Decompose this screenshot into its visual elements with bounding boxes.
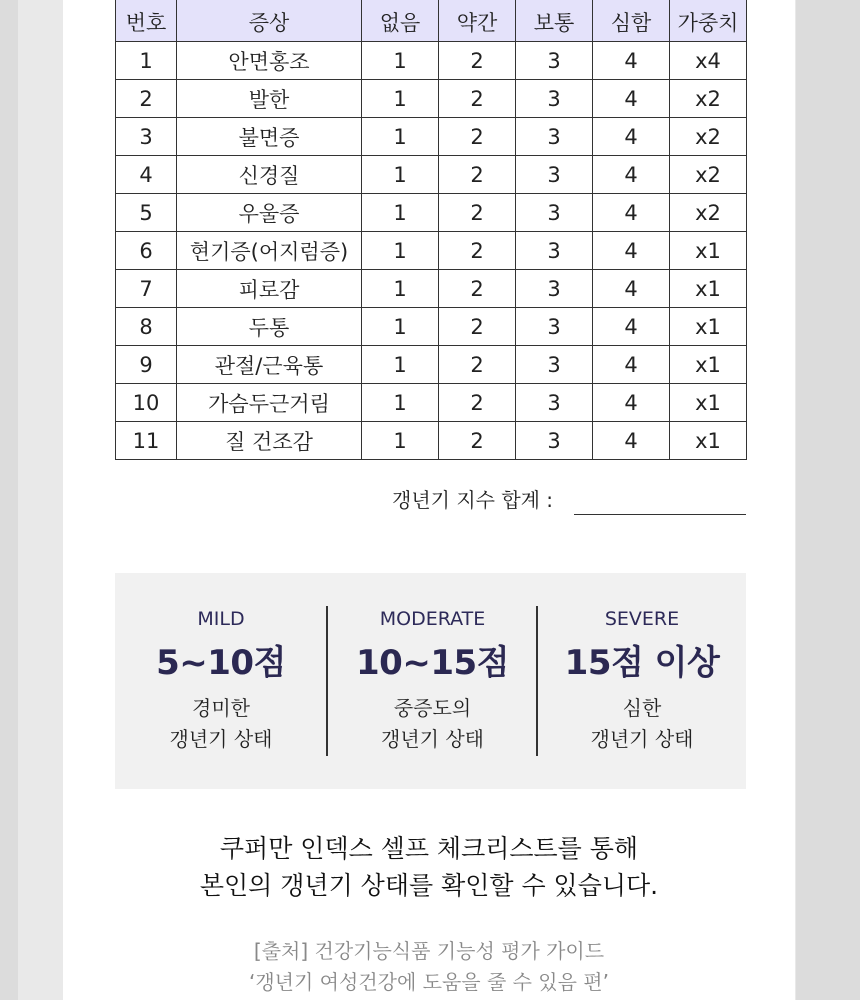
table-row — [116, 118, 747, 156]
row-number: 1 — [116, 42, 177, 80]
scale-range: 15점 이상 — [564, 643, 720, 683]
scale-desc-line2: 갱년기 상태 — [590, 727, 694, 751]
row-level-mild: 2 — [439, 42, 516, 80]
row-level-none: 1 — [362, 422, 439, 460]
row-level-mild: 2 — [439, 270, 516, 308]
row-level-none: 1 — [362, 118, 439, 156]
row-level-none: 1 — [362, 80, 439, 118]
table-header-row — [116, 0, 747, 42]
row-weight: x1 — [670, 384, 747, 422]
kupperman-index-table — [115, 0, 747, 460]
row-symptom: 관절/근육통 — [177, 346, 362, 384]
scale-mild — [115, 573, 327, 789]
table-row — [116, 270, 747, 308]
header-mild: 약간 — [439, 0, 516, 42]
row-level-severe: 4 — [593, 194, 670, 232]
row-level-normal: 3 — [516, 156, 593, 194]
row-level-severe: 4 — [593, 270, 670, 308]
row-level-none: 1 — [362, 384, 439, 422]
row-level-mild: 2 — [439, 384, 516, 422]
header-none: 없음 — [362, 0, 439, 42]
row-level-normal: 3 — [516, 270, 593, 308]
row-level-none: 1 — [362, 232, 439, 270]
table-row — [116, 422, 747, 460]
row-symptom: 신경질 — [177, 156, 362, 194]
summary-line1: 쿠퍼만 인덱스 셀프 체크리스트를 통해 — [219, 834, 639, 863]
scale-desc-line1: 심한 — [622, 696, 662, 720]
row-level-none: 1 — [362, 308, 439, 346]
row-level-normal: 3 — [516, 346, 593, 384]
row-symptom: 안면홍조 — [177, 42, 362, 80]
row-level-mild: 2 — [439, 118, 516, 156]
scale-description — [115, 693, 327, 755]
table-row — [116, 42, 747, 80]
row-weight: x1 — [670, 346, 747, 384]
row-symptom: 질 건조감 — [177, 422, 362, 460]
table-row — [116, 232, 747, 270]
row-level-none: 1 — [362, 270, 439, 308]
table-row — [116, 80, 747, 118]
scale-desc-line2: 갱년기 상태 — [169, 727, 273, 751]
row-number: 9 — [116, 346, 177, 384]
row-weight: x2 — [670, 156, 747, 194]
row-number: 8 — [116, 308, 177, 346]
row-number: 7 — [116, 270, 177, 308]
row-symptom: 불면증 — [177, 118, 362, 156]
scale-range: 5~10점 — [156, 643, 286, 683]
table-row — [116, 156, 747, 194]
row-number: 6 — [116, 232, 177, 270]
row-number: 4 — [116, 156, 177, 194]
scale-tag: MILD — [197, 608, 245, 630]
row-number: 2 — [116, 80, 177, 118]
header-severe: 심함 — [593, 0, 670, 42]
row-level-severe: 4 — [593, 156, 670, 194]
row-level-normal: 3 — [516, 232, 593, 270]
row-level-none: 1 — [362, 194, 439, 232]
row-level-mild: 2 — [439, 194, 516, 232]
row-weight: x1 — [670, 422, 747, 460]
scale-severe — [538, 573, 746, 789]
row-level-mild: 2 — [439, 422, 516, 460]
row-level-severe: 4 — [593, 232, 670, 270]
row-level-none: 1 — [362, 156, 439, 194]
row-level-normal: 3 — [516, 194, 593, 232]
row-level-normal: 3 — [516, 384, 593, 422]
row-level-severe: 4 — [593, 384, 670, 422]
row-level-mild: 2 — [439, 232, 516, 270]
header-normal: 보통 — [516, 0, 593, 42]
scale-desc-line1: 경미한 — [192, 696, 250, 720]
scale-tag: MODERATE — [379, 608, 486, 630]
total-score-label: 갱년기 지수 합계 : — [392, 488, 554, 512]
row-number: 5 — [116, 194, 177, 232]
row-level-severe: 4 — [593, 80, 670, 118]
scale-description — [328, 693, 537, 755]
row-level-normal: 3 — [516, 80, 593, 118]
row-level-none: 1 — [362, 42, 439, 80]
table-row — [116, 194, 747, 232]
row-level-normal: 3 — [516, 118, 593, 156]
row-symptom: 가슴두근거림 — [177, 384, 362, 422]
table-row — [116, 308, 747, 346]
row-level-none: 1 — [362, 346, 439, 384]
row-level-mild: 2 — [439, 156, 516, 194]
row-symptom: 발한 — [177, 80, 362, 118]
row-weight: x1 — [670, 270, 747, 308]
header-symptom: 증상 — [177, 0, 362, 42]
source-line1: [출처] 건강기능식품 기능성 평가 가이드 — [253, 939, 605, 963]
row-number: 11 — [116, 422, 177, 460]
row-symptom: 두통 — [177, 308, 362, 346]
row-level-normal: 3 — [516, 42, 593, 80]
row-level-severe: 4 — [593, 346, 670, 384]
row-weight: x1 — [670, 232, 747, 270]
row-symptom: 우울증 — [177, 194, 362, 232]
score-scale-panel — [115, 573, 746, 789]
row-weight: x2 — [670, 80, 747, 118]
scale-desc-line1: 중증도의 — [393, 696, 472, 720]
scale-range: 10~15점 — [356, 643, 509, 683]
row-level-mild: 2 — [439, 308, 516, 346]
row-weight: x2 — [670, 118, 747, 156]
row-level-mild: 2 — [439, 80, 516, 118]
summary-text — [63, 830, 795, 904]
row-level-normal: 3 — [516, 422, 593, 460]
table-row — [116, 384, 747, 422]
row-symptom: 현기증(어지럼증) — [177, 232, 362, 270]
scale-moderate — [328, 573, 537, 789]
row-level-severe: 4 — [593, 308, 670, 346]
summary-line2: 본인의 갱년기 상태를 확인할 수 있습니다. — [199, 871, 659, 900]
header-number: 번호 — [116, 0, 177, 42]
table-row — [116, 346, 747, 384]
scale-description — [538, 693, 746, 755]
row-number: 10 — [116, 384, 177, 422]
row-level-severe: 4 — [593, 42, 670, 80]
source-citation — [63, 936, 795, 998]
row-level-severe: 4 — [593, 422, 670, 460]
row-weight: x2 — [670, 194, 747, 232]
scale-desc-line2: 갱년기 상태 — [381, 727, 484, 751]
row-level-mild: 2 — [439, 346, 516, 384]
source-line2: ‘갱년기 여성건강에 도움을 줄 수 있음 편’ — [249, 970, 609, 994]
row-number: 3 — [116, 118, 177, 156]
row-weight: x1 — [670, 308, 747, 346]
row-level-severe: 4 — [593, 118, 670, 156]
row-weight: x4 — [670, 42, 747, 80]
row-level-normal: 3 — [516, 308, 593, 346]
header-weight: 가중치 — [670, 0, 747, 42]
row-symptom: 피로감 — [177, 270, 362, 308]
total-score-blank — [574, 514, 746, 515]
scale-tag: SEVERE — [604, 608, 680, 630]
